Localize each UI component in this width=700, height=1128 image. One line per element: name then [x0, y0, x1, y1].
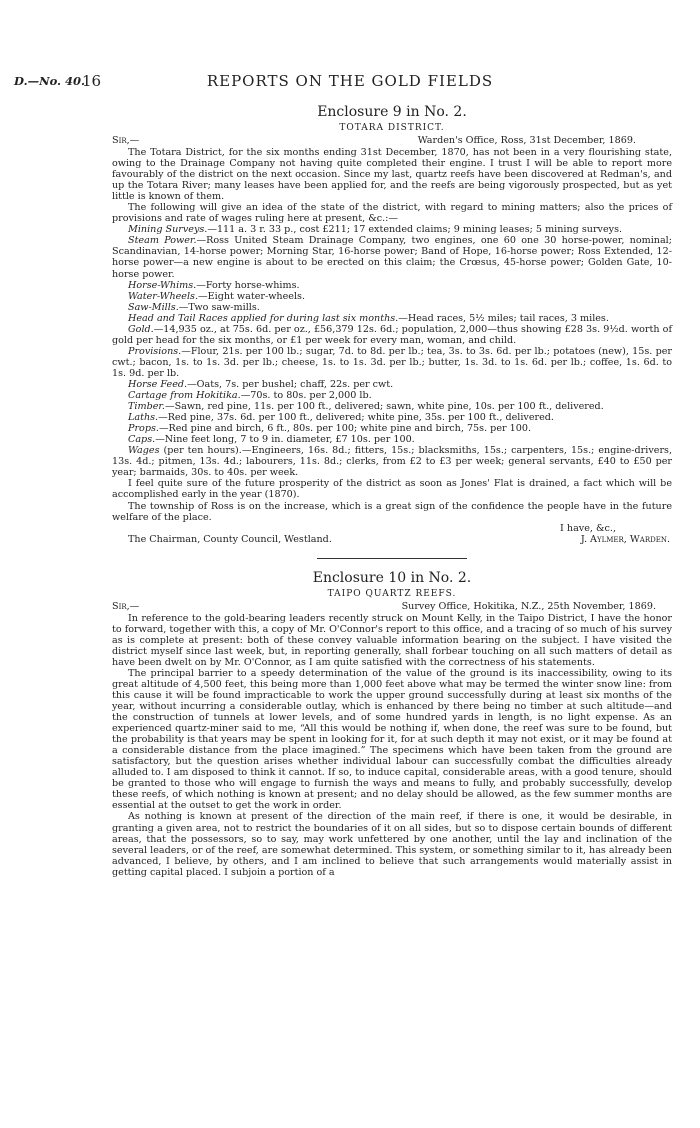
- item-label: Cartage from Hokitika.: [128, 390, 241, 402]
- page-header: [0, 72, 700, 94]
- closing: I have, &c.,: [560, 522, 616, 534]
- item-label: Gold.: [128, 323, 154, 335]
- item-text: —Head races, 5½ miles; tail races, 3 miles.: [398, 312, 609, 324]
- paragraph: The principal barrier to a speedy determination of the value of the ground is its inaccessibility, owing to its great altitude of 4,500 feet, this being more than 1,000 feet above what may be termed the winter snow line: from this cause it will be found impracticable to work the upper ground successfully during at least six months of the year, without incurring a considerable outlay, which is enhanced by there being no timber at such altitude—and the construction of tunnels at lower levels, and of some hundred yards in length, is no light expense. As an experienced quartz-miner said to me, “All this would be nothing if, when done, the reef was sure to be found, but the probability is that years may be spent in looking for it, for at such depth it may not exist, or it may be found at a considerable distance from the place imagined.” The specimens which have been taken from the ground are satisfactory, but the question arises whether individual labour can successfully combat the difficulties already alluded to. I am disposed to think it cannot. If so, to induce capital, considerable areas, with a good tenure, should be granted to those who will engage to furnish the ways and means to fully, and probably successfully, develop these reefs, of which nothing is known at present; and no delay should be allowed, as the few summer months are essential at the outset to get the work in order.: [112, 667, 672, 812]
- item-label: Caps.: [128, 434, 156, 446]
- item-text: —Forty horse-whims.: [196, 279, 300, 291]
- enclosure-10-subtitle: TAIPO QUARTZ REEFS.: [327, 588, 457, 599]
- paragraph: I feel quite sure of the future prosperity of the district as soon as Jones' Flat is drained, a fact which will be accomplished early in the year (1870).: [112, 478, 672, 501]
- running-title: REPORTS ON THE GOLD FIELDS: [206, 72, 494, 90]
- list-item: [112, 291, 672, 302]
- signatory: J. Aylmer, Warden.: [580, 533, 670, 545]
- addressee: The Chairman, County Council, Westland.: [128, 533, 332, 545]
- item-label: Steam Power.: [128, 235, 197, 247]
- enclosure-9: [112, 103, 672, 878]
- list-item: [112, 235, 672, 279]
- item-text: —Eight water-wheels.: [198, 290, 306, 302]
- enclosure-10-title: Enclosure 10 in No. 2.: [312, 569, 472, 586]
- paragraph: The township of Ross is on the increase, which is a great sign of the confidence the people have in the future welfare of the place.: [112, 500, 672, 523]
- item-label: Props.: [128, 423, 159, 435]
- section-divider: [317, 558, 467, 559]
- item-text: —14,935 oz., at 75s. 6d. per oz., £56,379 12s. 6d.; population, 2,000—thus showing £28 3s. 9½d. worth of gold per head for the six months, or £1 per week for every man, woman, and child.: [112, 323, 672, 346]
- list-item: [112, 346, 672, 379]
- dateline: Survey Office, Hokitika, N.Z., 25th November, 1869.: [401, 600, 656, 612]
- list-item: [112, 401, 672, 412]
- enclosure-9-salutation-row: [112, 135, 672, 147]
- list-item: [112, 302, 672, 313]
- item-label: Saw-Mills.: [128, 301, 179, 313]
- signature-row: [112, 534, 672, 546]
- item-text: —Sawn, red pine, 11s. per 100 ft., delivered; sawn, white pine, 10s. per 100 ft., delivered.: [164, 401, 604, 413]
- item-label: Water-Wheels.: [128, 290, 199, 302]
- list-item: [112, 224, 672, 235]
- item-label: Mining Surveys.: [128, 224, 208, 236]
- list-item: [112, 434, 672, 445]
- item-label: Provisions.: [128, 345, 182, 357]
- list-item: [112, 313, 672, 324]
- item-text: —Oats, 7s. per bushel; chaff, 22s. per cwt.: [187, 378, 394, 390]
- item-text: —Two saw-mills.: [178, 301, 260, 313]
- list-item: [112, 423, 672, 434]
- parliamentary-reference: D.—No. 40.: [14, 74, 86, 88]
- paragraph: The following will give an idea of the state of the district, with regard to mining matters; also the prices of provisions and rate of wages ruling here at present, &c.:—: [112, 202, 672, 225]
- page-number: 16: [82, 72, 102, 90]
- item-label: Wages: [128, 445, 160, 457]
- enclosure-9-title: Enclosure 9 in No. 2.: [317, 104, 467, 120]
- enclosure-10-salutation-row: [112, 601, 672, 613]
- list-item: [112, 412, 672, 423]
- item-label: Head and Tail Races applied for during last six months.: [128, 312, 399, 324]
- item-text: (per ten hours).—Engineers, 16s. 8d.; fitters, 15s.; blacksmiths, 15s.; carpenters, 15s.; engine-drivers, 13s. 4d.; pitmen, 13s. 4d.; labourers, 11s. 8d.; clerks, from £2 to £3 per week; general servants, £40 to £50 per year; barmaids, 30s. to 40s. per week.: [112, 445, 672, 479]
- salutation: Sir,—: [112, 135, 140, 146]
- list-item: [112, 379, 672, 390]
- dateline: Warden's Office, Ross, 31st December, 1869.: [417, 135, 636, 146]
- salutation: Sir,—: [112, 600, 140, 612]
- item-label: Horse Feed.: [128, 378, 188, 390]
- item-label: Laths.: [128, 412, 159, 424]
- item-label: Timber.: [128, 401, 165, 413]
- list-item: [112, 445, 672, 478]
- paragraph: In reference to the gold-bearing leaders recently struck on Mount Kelly, in the Taipo District, I have the honor to forward, together with this, a copy of Mr. O'Connor's report to this office, and a tracing of so much of his survey as is complete at present: both of these convey valuable information bearing on the subject. I have visited the district myself since last week, but, in reporting generally, shall forbear touching on all such matters of detail as have been dwelt on by Mr. O'Connor, as I am quite satisfied with the correctness of his statements.: [112, 612, 672, 668]
- list-item: [112, 324, 672, 346]
- paragraph: As nothing is known at present of the direction of the main reef, if there is one, it would be desirable, in granting a given area, not to restrict the boundaries of it on all sides, but so to dispose certain bounds of different areas, that the possessors, so to say, may work unfettered by one another, until the lay and inclination of the several leaders, or of the reef, are somewhat determined. This system, or something similar to it, has already been advanced, I believe, by others, and I am inclined to believe that such arrangements would materially assist in getting capital placed. I subjoin a portion of a: [112, 811, 672, 878]
- list-item: [112, 390, 672, 401]
- item-text: —Red pine and birch, 6 ft., 80s. per 100; white pine and birch, 75s. per 100.: [158, 423, 531, 435]
- item-text: —70s. to 80s. per 2,000 lb.: [240, 390, 372, 402]
- enclosure-9-district: TOTARA DISTRICT.: [339, 123, 445, 133]
- item-text: —Red pine, 37s. 6d. per 100 ft., delivered; white pine, 35s. per 100 ft., delivered.: [158, 412, 554, 424]
- list-item: [112, 280, 672, 291]
- item-text: —Flour, 21s. per 100 lb.; sugar, 7d. to 8d. per lb.; tea, 3s. to 3s. 6d. per lb.; potatoes (new), 15s. per cwt.; bacon, 1s. to 1s. 3d. per lb.; cheese, 1s. to 1s. 3d. per lb.; butter, 1s. 3d. to 1s. 6d. per lb.; coffee, 1s. 6d. to 1s. 9d. per lb.: [112, 345, 672, 379]
- item-text: —Ross United Steam Drainage Company, two engines, one 60 one 30 horse-power, nominal; Scandinavian, 14-horse power; Morning Star, 16-horse power; Band of Hope, 16-horse power; Ross Extended, 12-horse power—a new engine is about to be erected on this claim; the Crœsus, 45-horse power; Golden Gate, 10-horse power.: [112, 235, 672, 280]
- item-label: Horse-Whims.: [128, 279, 197, 291]
- item-text: —Nine feet long, 7 to 9 in. diameter, £7 10s. per 100.: [155, 434, 415, 446]
- item-text: —111 a. 3 r. 33 p., cost £211; 17 extended claims; 9 mining leases; 5 mining surveys.: [207, 224, 623, 236]
- paragraph: The Totara District, for the six months ending 31st December, 1870, has not been in a very flourishing state, owing to the Drainage Company not having quite completed their engine. I trust I will be able to report more favourably of the district on the next occasion. Since my last, quartz reefs have been discovered at Redman's, and up the Totara River; many leases have been applied for, and the reefs are being vigorously prospected, but as yet little is known of them.: [112, 147, 672, 203]
